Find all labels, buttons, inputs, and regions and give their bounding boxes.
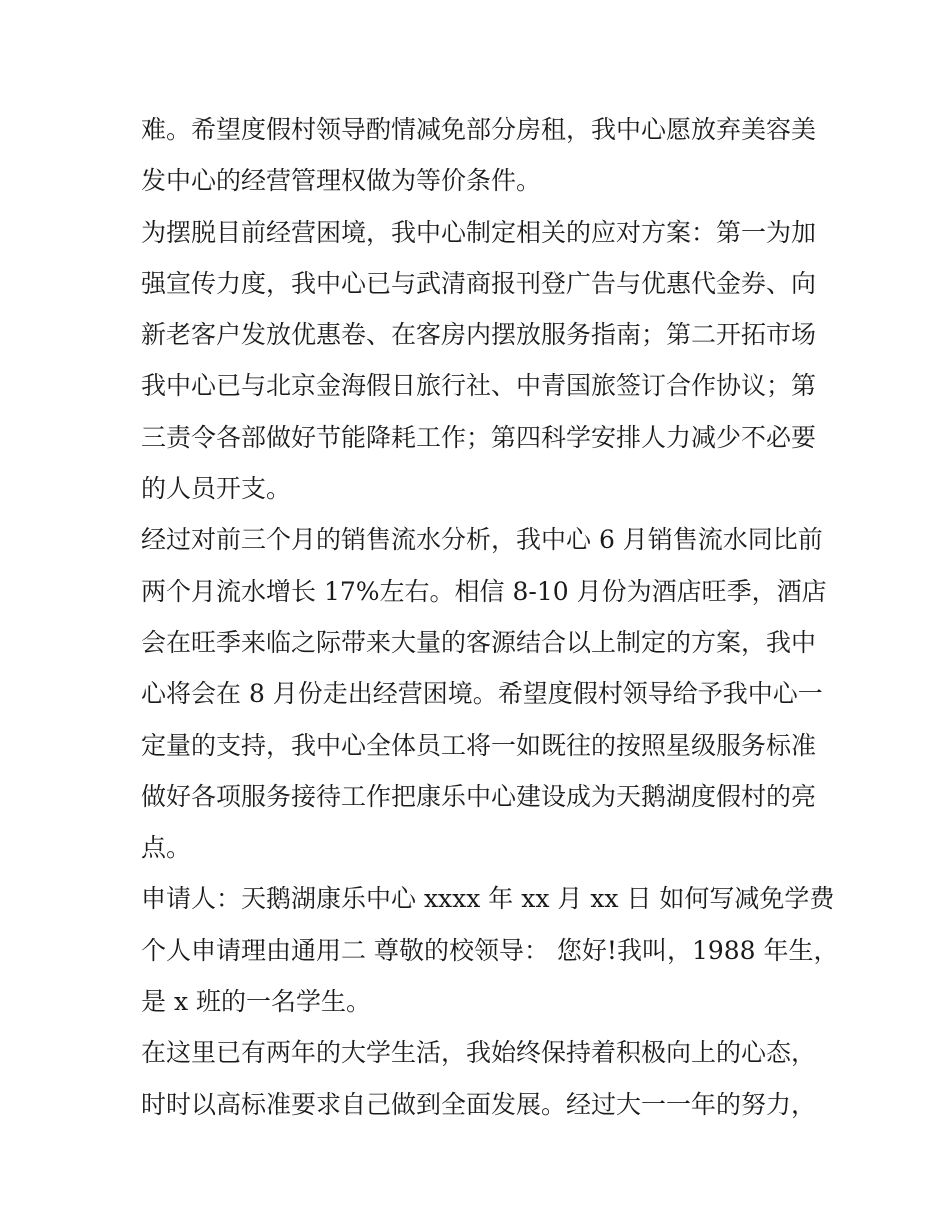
- text-line-1: 难。希望度假村领导酌情减免部分房租，我中心愿放弃美容美: [141, 115, 817, 144]
- text-line-6: 我中心已与北京金海假日旅行社、中青国旅签订合作协议；第: [141, 371, 817, 401]
- text-line-12: 心将会在 8 月份走出经营困境。希望度假村领导给予我中心一: [141, 679, 823, 709]
- text-line-3: 为摆脱目前经营困境，我中心制定相关的应对方案：第一为加: [141, 217, 817, 247]
- text-line-17: 个人申请理由通用二 尊敬的校领导： 您好!我叫，1988 年生，: [141, 935, 839, 965]
- text-line-13: 定量的支持，我中心全体员工将一如既往的按照星级服务标准: [141, 730, 817, 760]
- text-line-14: 做好各项服务接待工作把康乐中心建设成为天鹅湖度假村的亮: [141, 781, 817, 811]
- text-line-18: 是 x 班的一名学生。: [141, 987, 371, 1017]
- text-line-9: 经过对前三个月的销售流水分析，我中心 6 月销售流水同比前: [141, 525, 823, 555]
- text-line-11: 会在旺季来临之际带来大量的客源结合以上制定的方案，我中: [141, 627, 817, 657]
- text-line-19: 在这里已有两年的大学生活，我始终保持着积极向上的心态，: [141, 1038, 817, 1068]
- text-line-10: 两个月流水增长 17%左右。相信 8-10 月份为酒店旺季，酒店: [141, 576, 827, 606]
- text-line-7: 三责令各部做好节能降耗工作；第四科学安排人力减少不必要: [141, 422, 817, 452]
- text-line-15: 点。: [141, 833, 192, 863]
- text-line-2: 发中心的经营管理权做为等价条件。: [141, 166, 542, 196]
- text-line-20: 时时以高标准要求自己做到全面发展。经过大一一年的努力，: [141, 1089, 817, 1119]
- text-line-5: 新老客户发放优惠卷、在客房内摆放服务指南；第二开拓市场: [141, 320, 817, 350]
- text-line-8: 的人员开支。: [141, 474, 292, 504]
- text-line-16: 申请人：天鹅湖康乐中心 xxxx 年 xx 月 xx 日 如何写减免学费: [141, 884, 835, 914]
- text-line-4: 强宣传力度，我中心已与武清商报刊登广告与优惠代金券、向: [141, 268, 817, 298]
- document-body: [141, 104, 841, 1130]
